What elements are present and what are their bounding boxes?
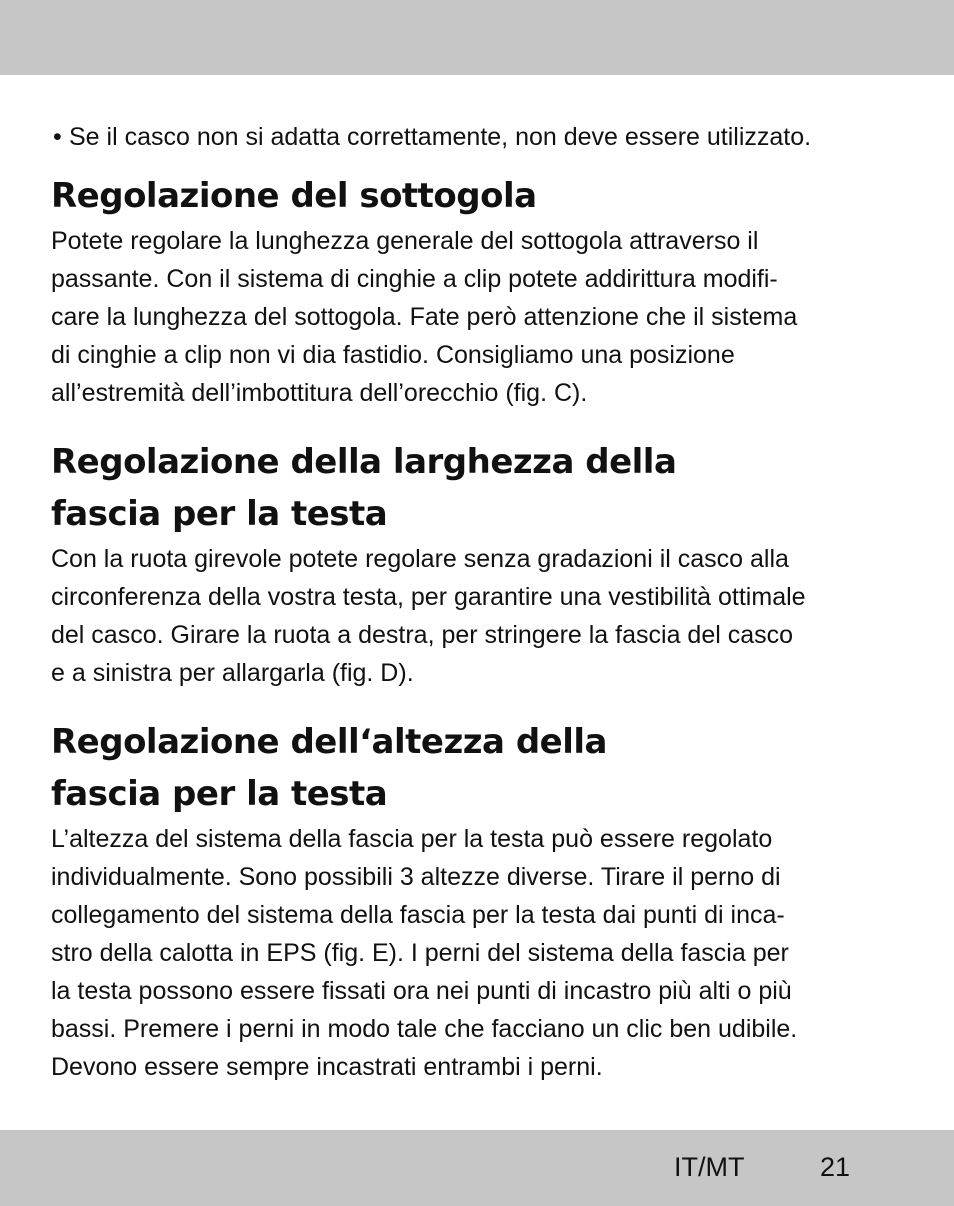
body-line: all’estremità dell’imbottitura dell’orecchio (fig. C). — [51, 379, 588, 407]
heading-line: fascia per la testa — [51, 494, 388, 534]
section-heading — [51, 436, 901, 540]
body-line: care la lunghezza del sottogola. Fate però attenzione che il sistema — [51, 303, 798, 331]
section-body — [51, 540, 901, 692]
page-number: 21 — [820, 1152, 851, 1182]
section-body — [51, 820, 901, 1086]
body-line: Potete regolare la lunghezza generale del sottogola attraverso il — [51, 227, 759, 255]
heading-line: fascia per la testa — [51, 774, 388, 814]
body-line: passante. Con il sistema di cinghie a clip potete addirittura modifi- — [51, 265, 778, 293]
section-chinstrap — [51, 170, 901, 412]
page-content — [51, 118, 901, 1086]
bullet-symbol: • — [53, 123, 62, 151]
body-line: Devono essere sempre incastrati entrambi i perni. — [51, 1053, 603, 1081]
heading-line: Regolazione della larghezza della — [51, 442, 677, 482]
body-line: L’altezza del sistema della fascia per la testa può essere regolato — [51, 825, 773, 853]
body-line: individualmente. Sono possibili 3 altezze diverse. Tirare il perno di — [51, 863, 781, 891]
body-line: del casco. Girare la ruota a destra, per stringere la fascia del casco — [51, 621, 794, 649]
bullet-text: Se il casco non si adatta correttamente, non deve essere utilizzato. — [69, 123, 812, 151]
body-line: circonferenza della vostra testa, per garantire una vestibilità ottimale — [51, 583, 806, 611]
body-line: stro della calotta in EPS (fig. E). I perni del sistema della fascia per — [51, 939, 789, 967]
footer-band — [0, 1130, 954, 1206]
footer-language: IT/MT — [674, 1152, 745, 1182]
bullet-note — [51, 118, 901, 156]
body-line: bassi. Premere i perni in modo tale che facciano un clic ben udibile. — [51, 1015, 798, 1043]
section-headband-height — [51, 716, 901, 1086]
section-heading — [51, 716, 901, 820]
body-line: e a sinistra per allargarla (fig. D). — [51, 659, 414, 687]
heading-line: Regolazione del sottogola — [51, 176, 537, 216]
body-line: di cinghie a clip non vi dia fastidio. Consigliamo una posizione — [51, 341, 735, 369]
section-body — [51, 222, 901, 412]
header-band — [0, 0, 954, 75]
heading-line: Regolazione dell‘altezza della — [51, 722, 607, 762]
body-line: collegamento del sistema della fascia per la testa dai punti di inca- — [51, 901, 785, 929]
section-headband-width — [51, 436, 901, 692]
body-line: Con la ruota girevole potete regolare senza gradazioni il casco alla — [51, 545, 789, 573]
section-heading — [51, 170, 901, 222]
body-line: la testa possono essere fissati ora nei punti di incastro più alti o più — [51, 977, 792, 1005]
